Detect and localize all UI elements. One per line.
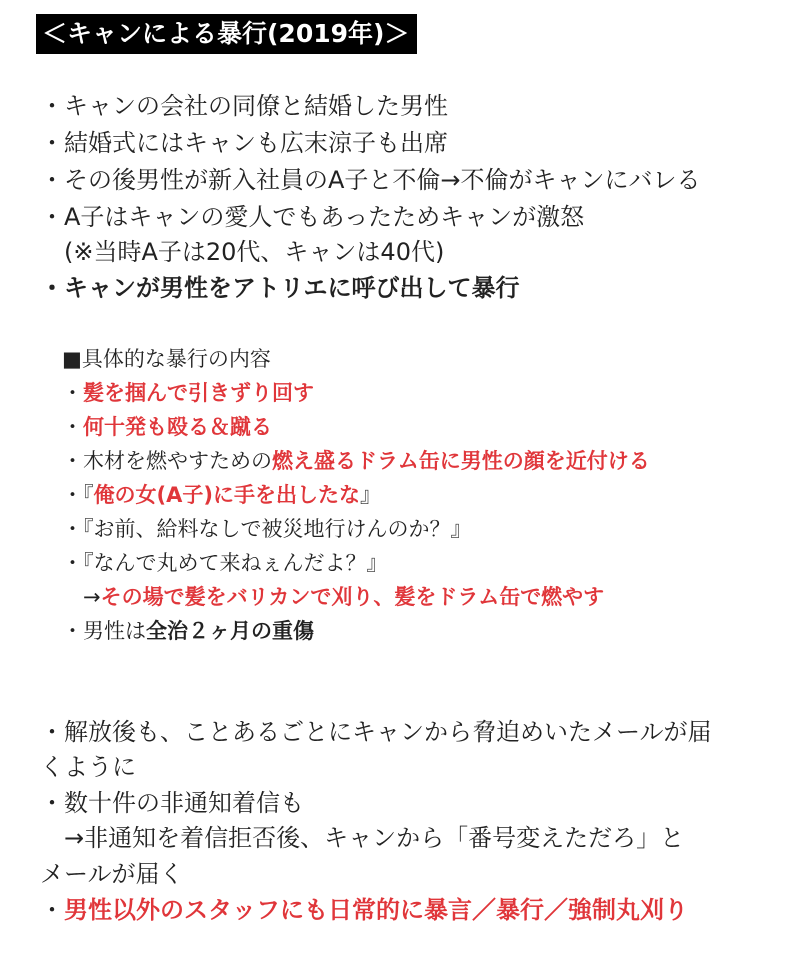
page-title: ＜キャンによる暴行(2019年)＞ [36, 14, 417, 54]
list-item: ・解放後も、ことあるごとにキャンから脅迫めいたメールが届 [40, 718, 712, 746]
detail-text: ・男性は [62, 619, 146, 643]
list-item-emphasis: ・キャンが男性をアトリエに呼び出して暴行 [40, 274, 520, 302]
list-item: ・キャンの会社の同僚と結婚した男性 [40, 92, 448, 120]
bullet: ・ [62, 415, 83, 439]
highlight-text: 髪を掴んで引きずり回す [83, 381, 314, 405]
bullet: ・ [40, 896, 64, 924]
detail-item [62, 378, 314, 408]
list-item [40, 894, 688, 926]
bullet: ・ [62, 381, 83, 405]
list-item: ・A子はキャンの愛人でもあったためキャンが激怒 [40, 203, 585, 231]
list-item-note: (※当時A子は20代、キャンは40代) [40, 238, 445, 266]
detail-text: ・『 [62, 483, 94, 507]
highlight-text: 何十発も殴る＆蹴る [83, 415, 272, 439]
detail-text: → [62, 585, 101, 609]
list-item: ・結婚式にはキャンも広末涼子も出席 [40, 129, 448, 157]
list-item-cont: メールが届く [40, 860, 184, 888]
list-item: ・数十件の非通知着信も [40, 789, 304, 817]
details-heading: ■具体的な暴行の内容 [62, 347, 271, 371]
list-item: ・その後男性が新入社員のA子と不倫→不倫がキャンにバレる [40, 166, 701, 194]
detail-item: ・『お前、給料なしで被災地行けんのか？』 [62, 517, 472, 541]
bold-text: 全治２ヶ月の重傷 [146, 619, 314, 643]
highlight-text: 燃え盛るドラム缶に男性の顔を近付ける [272, 449, 650, 473]
detail-item [62, 582, 604, 612]
detail-item [62, 446, 650, 476]
highlight-text: 俺の女(A子)に手を出したな [93, 483, 360, 507]
detail-item: ・『なんで丸めて来ねぇんだよ？』 [62, 551, 388, 575]
list-item: →非通知を着信拒否後、キャンから「番号変えただろ」と [40, 824, 685, 852]
highlight-text: 男性以外のスタッフにも日常的に暴言／暴行／強制丸刈り [64, 896, 688, 924]
detail-item [62, 412, 272, 442]
detail-text: ・木材を燃やすための [62, 449, 272, 473]
highlight-text: その場で髪をバリカンで刈り、髪をドラム缶で燃やす [100, 585, 605, 609]
detail-item [62, 480, 381, 510]
detail-item [62, 616, 314, 646]
detail-text: 』 [359, 483, 381, 507]
list-item-cont: くように [40, 753, 136, 781]
